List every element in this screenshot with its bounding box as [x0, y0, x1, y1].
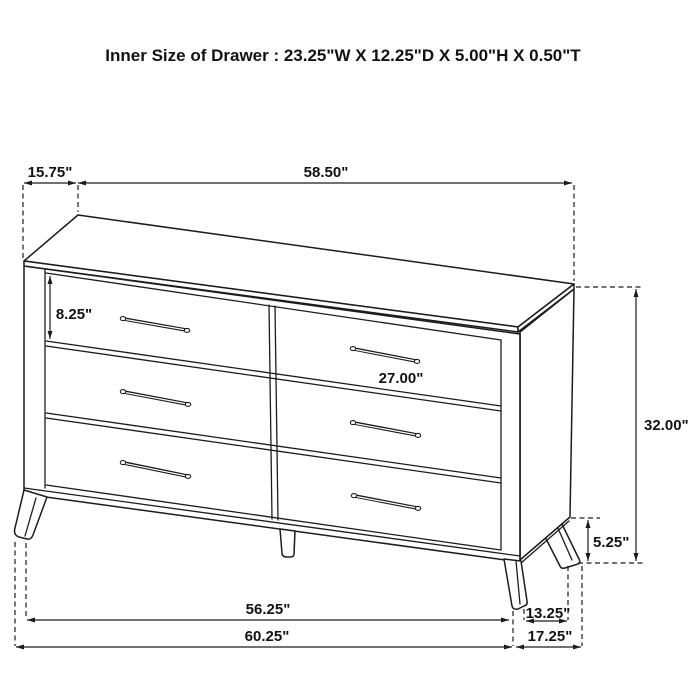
dim-label-top-depth: 15.75"	[27, 164, 73, 181]
dim-label-leg-height: 5.25"	[593, 534, 630, 551]
side-panel	[520, 289, 574, 560]
dim-label-overall-width: 60.25"	[244, 628, 290, 645]
dim-label-leg-span-depth: 13.25"	[525, 605, 571, 622]
dim-label-top-width: 58.50"	[303, 164, 349, 181]
dim-label-drawer-height: 8.25"	[55, 306, 93, 323]
front-right-leg	[504, 559, 527, 609]
dim-label-overall-depth: 17.25"	[527, 628, 573, 645]
center-leg	[280, 529, 295, 557]
page-title: Inner Size of Drawer : 23.25"W X 12.25"D X 5.00"H X 0.50"T	[105, 46, 581, 65]
front-left-leg	[15, 490, 48, 539]
dim-label-drawer-width: 27.00"	[378, 370, 424, 387]
dresser-body	[15, 215, 575, 609]
dim-label-leg-span-width: 56.25"	[245, 601, 291, 618]
dim-label-overall-height: 32.00"	[644, 417, 689, 434]
